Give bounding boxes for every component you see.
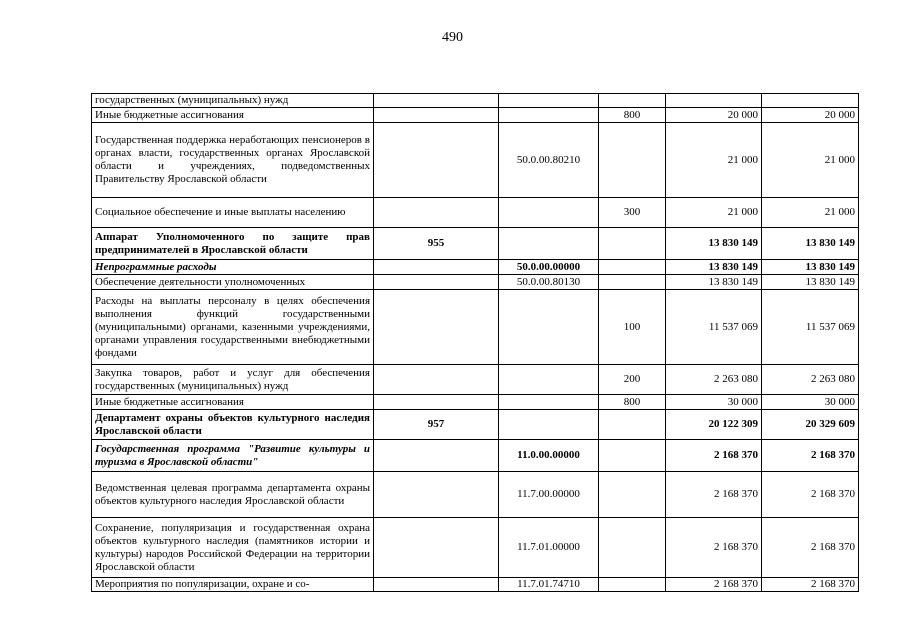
row-target-article-code: 11.7.00.00000 <box>499 472 599 518</box>
row-department-code <box>374 395 499 410</box>
row-name: Мероприятия по популяризации, охране и со- <box>92 578 374 592</box>
row-name: Закупка товаров, работ и услуг для обеспечения государственных (муниципальных) нужд <box>92 365 374 395</box>
row-name: государственных (муниципальных) нужд <box>92 94 374 108</box>
row-department-code <box>374 275 499 290</box>
table-row <box>92 395 859 410</box>
row-department-code <box>374 518 499 578</box>
row-amount-year-2 <box>762 94 859 108</box>
row-amount-year-1: 2 168 370 <box>666 578 762 592</box>
row-name: Аппарат Уполномоченного по защите прав предпринимателей в Ярославской области <box>92 228 374 260</box>
row-amount-year-1: 13 830 149 <box>666 275 762 290</box>
table-row <box>92 365 859 395</box>
row-amount-year-2: 13 830 149 <box>762 228 859 260</box>
row-target-article-code: 11.7.01.74710 <box>499 578 599 592</box>
row-department-code <box>374 365 499 395</box>
table-row <box>92 123 859 198</box>
row-target-article-code <box>499 228 599 260</box>
row-target-article-code <box>499 395 599 410</box>
row-target-article-code <box>499 410 599 440</box>
row-amount-year-2: 2 168 370 <box>762 472 859 518</box>
row-expense-type-code <box>599 228 666 260</box>
row-amount-year-2: 2 168 370 <box>762 518 859 578</box>
table-row <box>92 94 859 108</box>
row-department-code: 955 <box>374 228 499 260</box>
row-expense-type-code <box>599 94 666 108</box>
row-amount-year-2: 2 263 080 <box>762 365 859 395</box>
row-expense-type-code: 200 <box>599 365 666 395</box>
row-expense-type-code <box>599 578 666 592</box>
row-amount-year-1: 21 000 <box>666 123 762 198</box>
row-expense-type-code <box>599 260 666 275</box>
row-amount-year-2: 30 000 <box>762 395 859 410</box>
table-row <box>92 198 859 228</box>
row-amount-year-1: 13 830 149 <box>666 228 762 260</box>
row-amount-year-2: 21 000 <box>762 198 859 228</box>
table-row <box>92 260 859 275</box>
row-target-article-code: 11.0.00.00000 <box>499 440 599 472</box>
row-department-code <box>374 198 499 228</box>
row-name: Иные бюджетные ассигнования <box>92 395 374 410</box>
row-target-article-code: 50.0.00.80130 <box>499 275 599 290</box>
row-amount-year-1: 11 537 069 <box>666 290 762 365</box>
row-expense-type-code <box>599 472 666 518</box>
row-expense-type-code <box>599 410 666 440</box>
row-amount-year-1: 2 263 080 <box>666 365 762 395</box>
row-department-code <box>374 94 499 108</box>
row-amount-year-1 <box>666 94 762 108</box>
row-target-article-code: 11.7.01.00000 <box>499 518 599 578</box>
row-amount-year-1: 20 122 309 <box>666 410 762 440</box>
row-name: Расходы на выплаты персоналу в целях обеспечения выполнения функций государственными (муниципальными) органами, казенными учреждениями, органами управления государственными внебюджетными фондами <box>92 290 374 365</box>
row-name: Государственная программа "Развитие культуры и туризма в Ярославской области" <box>92 440 374 472</box>
row-amount-year-1: 13 830 149 <box>666 260 762 275</box>
row-name: Департамент охраны объектов культурного наследия Ярославской области <box>92 410 374 440</box>
row-amount-year-2: 2 168 370 <box>762 578 859 592</box>
row-department-code: 957 <box>374 410 499 440</box>
row-name: Социальное обеспечение и иные выплаты населению <box>92 198 374 228</box>
row-target-article-code: 50.0.00.80210 <box>499 123 599 198</box>
row-target-article-code <box>499 94 599 108</box>
table-row <box>92 518 859 578</box>
row-amount-year-2: 13 830 149 <box>762 260 859 275</box>
row-name: Иные бюджетные ассигнования <box>92 108 374 123</box>
row-expense-type-code <box>599 518 666 578</box>
row-expense-type-code: 800 <box>599 395 666 410</box>
row-amount-year-2: 21 000 <box>762 123 859 198</box>
row-amount-year-2: 20 329 609 <box>762 410 859 440</box>
row-department-code <box>374 290 499 365</box>
row-target-article-code <box>499 290 599 365</box>
row-expense-type-code: 800 <box>599 108 666 123</box>
row-expense-type-code: 100 <box>599 290 666 365</box>
row-amount-year-2: 13 830 149 <box>762 275 859 290</box>
row-expense-type-code <box>599 440 666 472</box>
row-target-article-code <box>499 365 599 395</box>
row-target-article-code <box>499 198 599 228</box>
table-row <box>92 228 859 260</box>
row-department-code <box>374 108 499 123</box>
row-name: Ведомственная целевая программа департамента охраны объектов культурного наследия Ярославской области <box>92 472 374 518</box>
row-amount-year-1: 21 000 <box>666 198 762 228</box>
page-number: 490 <box>442 30 463 45</box>
row-department-code <box>374 472 499 518</box>
budget-table <box>91 93 859 592</box>
row-name: Государственная поддержка неработающих пенсионеров в органах власти, государственных органах Ярославской области и учреждениях, подведомственных Правительству Ярославской области <box>92 123 374 198</box>
row-target-article-code <box>499 108 599 123</box>
row-department-code <box>374 123 499 198</box>
row-department-code <box>374 260 499 275</box>
row-name: Непрограммные расходы <box>92 260 374 275</box>
row-department-code <box>374 578 499 592</box>
row-amount-year-1: 30 000 <box>666 395 762 410</box>
row-department-code <box>374 440 499 472</box>
row-expense-type-code: 300 <box>599 198 666 228</box>
table-row <box>92 108 859 123</box>
row-amount-year-2: 2 168 370 <box>762 440 859 472</box>
row-amount-year-2: 20 000 <box>762 108 859 123</box>
row-expense-type-code <box>599 123 666 198</box>
row-name: Сохранение, популяризация и государственная охрана объектов культурного наследия (памятников истории и культуры) народов Российской Федерации на территории Ярославской области <box>92 518 374 578</box>
row-amount-year-1: 2 168 370 <box>666 472 762 518</box>
row-name: Обеспечение деятельности уполномоченных <box>92 275 374 290</box>
table-row <box>92 290 859 365</box>
table-row <box>92 472 859 518</box>
table-row <box>92 440 859 472</box>
row-expense-type-code <box>599 275 666 290</box>
table-row <box>92 275 859 290</box>
row-amount-year-1: 20 000 <box>666 108 762 123</box>
row-target-article-code: 50.0.00.00000 <box>499 260 599 275</box>
row-amount-year-1: 2 168 370 <box>666 518 762 578</box>
table-row <box>92 578 859 592</box>
table-row <box>92 410 859 440</box>
row-amount-year-2: 11 537 069 <box>762 290 859 365</box>
row-amount-year-1: 2 168 370 <box>666 440 762 472</box>
